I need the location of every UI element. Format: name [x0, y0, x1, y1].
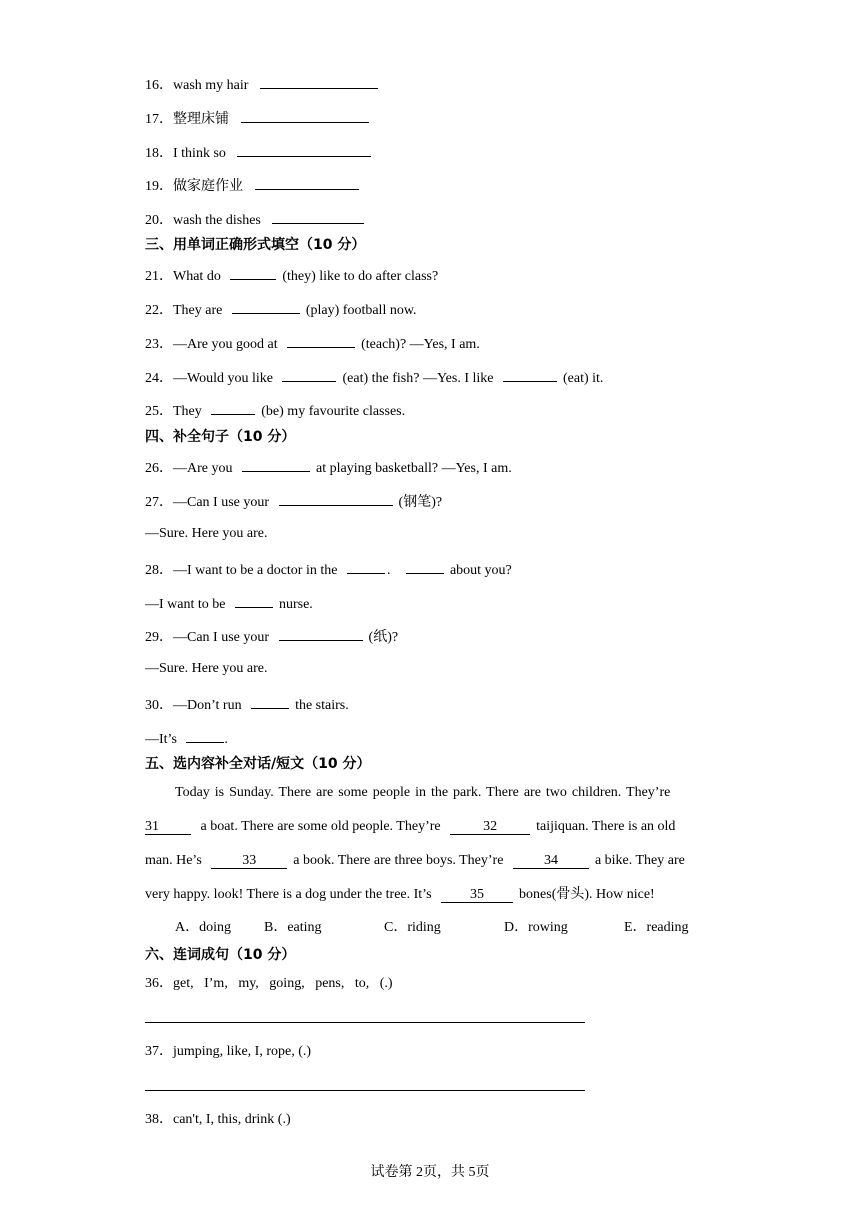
page-footer: 试卷第 2页，共 5页 [370, 1165, 490, 1180]
options-row [175, 919, 689, 937]
section-5-heading: 五、选内容补全对话/短文（10 分） [145, 756, 371, 772]
question-19: 19．做家庭作业 [145, 175, 359, 196]
question-38: 38．can't, I, this, drink (.) [145, 1112, 291, 1127]
question-29-reply: —Sure. Here you are. [145, 661, 268, 676]
question-20: 20．wash the dishes [145, 209, 364, 230]
question-36: 36．get, I’m, my, going, pens, to, (.) [145, 976, 393, 991]
question-28: 28．—I want to be a doctor in the . about you? [145, 559, 512, 580]
answer-line-37[interactable] [145, 1090, 585, 1091]
question-25: 25．They (be) my favourite classes. [145, 400, 405, 421]
blank-32[interactable]: 32 [450, 820, 530, 835]
answer-line-36[interactable] [145, 1022, 585, 1023]
question-24: 24．—Would you like (eat) the fish? —Yes. I like (eat) it. [145, 367, 603, 388]
answer-blank[interactable] [282, 367, 336, 382]
question-23: 23．—Are you good at (teach)? —Yes, I am. [145, 333, 480, 354]
question-18: 18．I think so [145, 142, 371, 163]
option-d[interactable]: D．rowing [504, 920, 568, 935]
passage-line-2: 31 a boat. There are some old people. They’re 32 taijiquan. There is an old [145, 819, 676, 834]
answer-blank[interactable] [241, 108, 369, 123]
option-c[interactable]: C．riding [384, 920, 441, 935]
blank-33[interactable]: 33 [211, 854, 287, 869]
question-21: 21．What do (they) like to do after class? [145, 265, 438, 286]
answer-blank[interactable] [211, 400, 255, 415]
answer-blank[interactable] [272, 209, 364, 224]
blank-35[interactable]: 35 [441, 888, 513, 903]
answer-blank[interactable] [347, 559, 385, 574]
question-22: 22．They are (play) football now. [145, 299, 417, 320]
section-6-heading: 六、连词成句（10 分） [145, 947, 296, 963]
answer-blank[interactable] [406, 559, 444, 574]
question-28-reply: —I want to be nurse. [145, 593, 313, 614]
passage-line-1: Today is Sunday. There are some people in the park. There are two children. They’re [175, 785, 671, 800]
question-26: 26．—Are you at playing basketball? —Yes, I am. [145, 457, 512, 478]
section-3-heading: 三、用单词正确形式填空（10 分） [145, 237, 366, 253]
question-37: 37．jumping, like, I, rope, (.) [145, 1044, 312, 1059]
question-27: 27．—Can I use your (钢笔)? [145, 491, 442, 512]
answer-blank[interactable] [279, 491, 393, 506]
answer-blank[interactable] [232, 299, 300, 314]
option-e[interactable]: E．reading [624, 920, 689, 935]
question-27-reply: —Sure. Here you are. [145, 526, 268, 541]
question-30: 30．—Don’t run the stairs. [145, 694, 349, 715]
answer-blank[interactable] [235, 593, 273, 608]
blank-31[interactable]: 31 [145, 820, 191, 835]
answer-blank[interactable] [230, 265, 276, 280]
option-a[interactable]: A．doing [175, 920, 231, 935]
answer-blank[interactable] [503, 367, 557, 382]
option-b[interactable]: B．eating [264, 920, 322, 935]
answer-blank[interactable] [237, 142, 371, 157]
answer-blank[interactable] [255, 175, 359, 190]
section-4-heading: 四、补全句子（10 分） [145, 429, 296, 445]
answer-blank[interactable] [251, 694, 289, 709]
answer-blank[interactable] [242, 457, 310, 472]
answer-blank[interactable] [260, 74, 378, 89]
answer-blank[interactable] [287, 333, 355, 348]
question-30-reply: —It’s . [145, 728, 228, 749]
question-17: 17．整理床铺 [145, 108, 369, 129]
answer-blank[interactable] [186, 728, 224, 743]
answer-blank[interactable] [279, 626, 363, 641]
blank-34[interactable]: 34 [513, 854, 589, 869]
question-29: 29．—Can I use your (纸)? [145, 626, 398, 647]
passage-line-3: man. He’s 33 a book. There are three boys. They’re 34 a bike. They are [145, 853, 685, 868]
question-16: 16．wash my hair [145, 74, 378, 95]
passage-line-4: very happy. look! There is a dog under the tree. It’s 35 bones(骨头). How nice! [145, 887, 655, 902]
